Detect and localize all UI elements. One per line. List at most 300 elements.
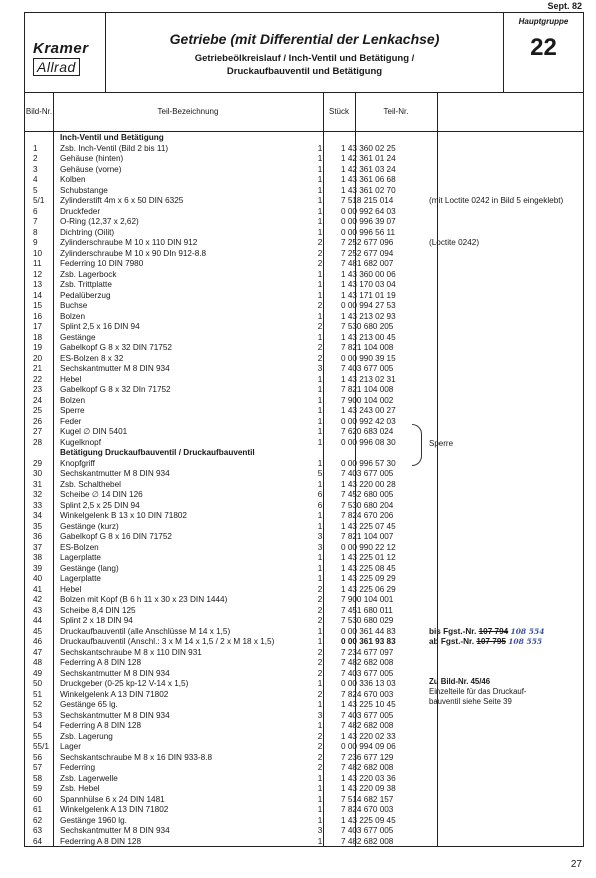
- page-title: Getriebe (mit Differential der Lenkachse): [169, 31, 440, 47]
- sheet-header: [25, 13, 583, 93]
- row-nr: 51: [33, 689, 43, 699]
- table-row: [25, 511, 583, 522]
- row-qty: 2: [317, 595, 323, 604]
- table-row: [25, 816, 583, 827]
- row-name: Zsb. Trittplatte: [60, 280, 112, 289]
- row-part-number: 1 43 220 09 38: [341, 784, 396, 793]
- table-row: [25, 469, 583, 480]
- row-name: Lagerplatte: [60, 553, 101, 562]
- chassis-old-number: 107 794: [478, 626, 509, 636]
- row-part-number: 0 00 994 27 53: [341, 301, 396, 310]
- row-nr: 55/1: [33, 742, 49, 751]
- row-part-number: 1 43 225 08 45: [341, 563, 396, 573]
- row-part-number: 7 252 677 096: [341, 238, 394, 247]
- row-qty: 1: [317, 700, 323, 709]
- table-row: [25, 742, 583, 753]
- row-chassis-remark: [429, 627, 544, 638]
- row-part-number: 1 43 225 01 12: [341, 553, 396, 562]
- row-nr: 63: [33, 826, 43, 835]
- row-name: Lager: [60, 742, 81, 751]
- row-nr: 3: [33, 164, 38, 174]
- table-row: [25, 459, 583, 470]
- table-row: [25, 165, 583, 176]
- row-name: Gehäuse (hinten): [60, 154, 124, 163]
- note-title: Zu Bild-Nr. 45/46: [429, 677, 491, 686]
- row-part-number: 0 00 361 93 83: [341, 637, 396, 646]
- row-nr: 34: [33, 511, 43, 520]
- row-qty: 1: [317, 637, 323, 646]
- table-row: [25, 753, 583, 764]
- row-nr: 8: [33, 227, 38, 237]
- row-nr: 11: [33, 259, 42, 268]
- row-part-number: 0 00 996 08 30: [341, 437, 396, 447]
- row-qty: 1: [317, 563, 323, 573]
- row-nr: 24: [33, 395, 43, 405]
- table-row: [25, 543, 583, 554]
- row-qty: 2: [317, 668, 323, 678]
- row-name: O-Ring (12,37 x 2,62): [60, 217, 139, 226]
- row-nr: 4: [33, 175, 38, 184]
- row-part-number: 7 900 104 001: [341, 595, 394, 604]
- table-row: [25, 175, 583, 186]
- row-qty: 1: [317, 836, 323, 846]
- row-qty: 2: [317, 238, 323, 247]
- row-part-number: 1 43 225 09 45: [341, 815, 396, 825]
- row-part-number: 7 403 677 005: [341, 710, 394, 720]
- row-name: Gestänge: [60, 332, 96, 342]
- row-qty: 1: [317, 679, 323, 688]
- row-qty: 1: [317, 794, 323, 804]
- table-row: [25, 427, 583, 438]
- table-row: [25, 658, 583, 669]
- row-nr: 6: [33, 206, 38, 216]
- table-row: [25, 826, 583, 837]
- row-name: Federring 10 DIN 7980: [60, 259, 144, 268]
- row-qty: 1: [317, 185, 323, 195]
- row-qty: 6: [317, 490, 323, 499]
- table-row: [25, 522, 583, 533]
- date-label: Sept. 82: [547, 1, 582, 11]
- table-row: [25, 480, 583, 491]
- row-name: Splint 2,5 x 25 DIN 94: [60, 500, 140, 510]
- row-part-number: 0 00 996 56 11: [341, 227, 396, 237]
- row-qty: 1: [317, 416, 323, 426]
- row-part-number: 7 821 104 008: [341, 343, 394, 352]
- row-name: Lagerplatte: [60, 574, 101, 583]
- chassis-remark-label: ab Fgst.-Nr.: [429, 637, 475, 646]
- chassis-new-number-handwritten: 108 554: [510, 626, 545, 636]
- row-name: Federring A 8 DIN 128: [60, 836, 142, 846]
- row-qty: 1: [317, 805, 323, 814]
- row-name: Druckaufbauventil (Anschl.: 3 x M 14 x 1,5 / 2 x M 18 x 1,5): [60, 637, 275, 646]
- row-name: Pedalüberzug: [60, 290, 111, 300]
- table-row: [25, 585, 583, 596]
- row-qty: 1: [317, 175, 323, 184]
- row-qty: 1: [317, 217, 323, 226]
- table-row: [25, 774, 583, 785]
- row-nr: 27: [33, 427, 43, 436]
- row-qty: 1: [317, 721, 323, 730]
- row-qty: 1: [317, 784, 323, 793]
- page-subtitle-1: Getriebeölkreislauf / Inch-Ventil und Betätigung /: [194, 53, 415, 64]
- table-row: [25, 217, 583, 228]
- row-name: Zsb. Hebel: [60, 784, 100, 793]
- row-nr: 20: [33, 353, 43, 363]
- row-name: Hebel: [60, 374, 82, 384]
- group-label: Hauptgruppe: [518, 17, 569, 26]
- row-qty: 3: [317, 826, 323, 835]
- row-name: Splint 2,5 x 16 DIN 94: [60, 322, 140, 331]
- table-row: [25, 532, 583, 543]
- row-nr: 36: [33, 532, 43, 541]
- row-name: Sechskantmutter M 8 DIN 934: [60, 668, 170, 678]
- table-row: [25, 291, 583, 302]
- row-qty: 2: [317, 353, 323, 363]
- row-name: Hebel: [60, 584, 82, 594]
- row-name: Bolzen mit Kopf (B 6 h 11 x 30 x 23 DIN 1444): [60, 595, 228, 604]
- table-row: [25, 312, 583, 323]
- row-qty: 1: [317, 269, 323, 279]
- row-qty: 2: [317, 647, 323, 657]
- table-row: [25, 784, 583, 795]
- row-nr: 61: [33, 805, 43, 814]
- row-qty: 1: [317, 206, 323, 216]
- row-name: Sechskantschraube M 8 x 16 DIN 933-8.8: [60, 752, 213, 762]
- row-name: ES-Bolzen 8 x 32: [60, 353, 124, 363]
- row-part-number: 7 236 677 129: [341, 752, 394, 762]
- table-row: [25, 732, 583, 743]
- row-nr: 38: [33, 553, 43, 562]
- row-part-number: 0 00 994 09 06: [341, 742, 396, 751]
- row-qty: 1: [317, 196, 323, 205]
- row-nr: 28: [33, 437, 43, 447]
- row-nr: 59: [33, 784, 43, 793]
- row-nr: 53: [33, 710, 43, 720]
- note-line-1: Einzelteile für das Druckauf-: [429, 687, 527, 696]
- table-row: [25, 763, 583, 774]
- row-remark: (mit Loctite 0242 in Bild 5 eingeklebt): [429, 196, 564, 205]
- row-qty: 1: [317, 553, 323, 562]
- row-name: Sechskantmutter M 8 DIN 934: [60, 469, 170, 478]
- row-nr: 22: [33, 374, 43, 384]
- row-name: Scheibe 8,4 DIN 125: [60, 605, 136, 615]
- row-name: Winkelgelenk B 13 x 10 DIN 71802: [60, 511, 187, 520]
- section-heading: Inch-Ventil und Betätigung: [60, 133, 164, 142]
- table-row: [25, 805, 583, 816]
- table-row: [25, 553, 583, 564]
- row-name: ES-Bolzen: [60, 542, 99, 552]
- row-nr: 18: [33, 332, 43, 342]
- row-qty: 1: [317, 374, 323, 384]
- row-part-number: 1 42 361 03 24: [341, 164, 396, 174]
- row-part-number: 0 00 336 13 03: [341, 679, 396, 688]
- row-nr: 35: [33, 521, 43, 531]
- row-part-number: 0 00 990 39 15: [341, 353, 396, 363]
- table-row: [25, 795, 583, 806]
- row-nr: 32: [33, 490, 43, 499]
- row-part-number: 7 821 104 008: [341, 385, 394, 394]
- row-qty: 2: [317, 763, 323, 772]
- row-nr: 62: [33, 815, 43, 825]
- sperre-brace: [412, 424, 422, 466]
- row-qty: 1: [317, 406, 323, 415]
- row-name: Bolzen: [60, 395, 86, 405]
- row-name: Winkelgelenk A 13 DIN 71802: [60, 689, 169, 699]
- row-name: Gestänge 1960 lg.: [60, 815, 127, 825]
- row-name: Federring A 8 DIN 128: [60, 658, 142, 667]
- row-name: Schubstange: [60, 185, 108, 195]
- row-qty: 3: [317, 542, 323, 552]
- table-row: [25, 595, 583, 606]
- table-row: [25, 606, 583, 617]
- row-qty: 2: [317, 605, 323, 615]
- row-qty: 2: [317, 259, 323, 268]
- row-nr: 41: [33, 584, 43, 594]
- kramer-allrad-logo: [33, 40, 95, 77]
- row-nr: 19: [33, 343, 43, 352]
- table-row: [25, 207, 583, 218]
- row-nr: 2: [33, 154, 38, 163]
- row-name: Bolzen: [60, 311, 86, 321]
- row-qty: 1: [317, 458, 323, 468]
- row-name: Kugelknopf: [60, 437, 101, 447]
- row-name: Sperre: [60, 406, 85, 415]
- row-nr: 31: [33, 479, 43, 489]
- table-row: [25, 259, 583, 270]
- row-qty: 1: [317, 227, 323, 237]
- row-qty: 1: [317, 427, 323, 436]
- row-part-number: 1 43 225 07 45: [341, 521, 396, 531]
- row-name: Gabelkopf G 8 x 32 DIn 71752: [60, 385, 171, 394]
- row-part-number: 7 900 104 002: [341, 395, 394, 405]
- row-qty: 3: [317, 364, 323, 373]
- row-qty: 1: [317, 521, 323, 531]
- table-row: [25, 238, 583, 249]
- row-nr: 7: [33, 217, 38, 226]
- row-name: Zylinderschraube M 10 x 90 DIn 912-8.8: [60, 248, 207, 258]
- table-row: [25, 301, 583, 312]
- logo-box: [25, 13, 106, 92]
- row-part-number: 1 43 361 06 68: [341, 175, 396, 184]
- row-name: Spannhülse 6 x 24 DIN 1481: [60, 794, 165, 804]
- row-name: Federring A 8 DIN 128: [60, 721, 142, 730]
- row-part-number: 7 824 670 003: [341, 805, 394, 814]
- col-header-remarks: [437, 92, 583, 131]
- row-nr: 12: [33, 269, 43, 279]
- row-nr: 1: [33, 143, 38, 153]
- row-part-number: 1 43 243 00 27: [341, 406, 396, 415]
- row-name: Zsb. Lagerbock: [60, 269, 117, 279]
- row-nr: 15: [33, 301, 43, 310]
- row-qty: 2: [317, 322, 323, 331]
- row-name: Druckfeder: [60, 206, 101, 216]
- row-nr: 44: [33, 616, 43, 625]
- table-row: [25, 364, 583, 375]
- row-nr: 5/1: [33, 196, 45, 205]
- row-part-number: 7 481 682 007: [341, 259, 394, 268]
- table-row: [25, 417, 583, 428]
- section-heading-row: [25, 448, 583, 459]
- table-row: [25, 396, 583, 407]
- row-name: Sechskantmutter M 8 DIN 934: [60, 364, 170, 373]
- row-qty: 1: [317, 574, 323, 583]
- table-row: [25, 490, 583, 501]
- row-name: Zsb. Lagerung: [60, 731, 113, 741]
- row-nr: 43: [33, 605, 43, 615]
- row-part-number: 1 43 361 02 70: [341, 185, 396, 195]
- row-nr: 10: [33, 248, 43, 258]
- table-row: [25, 249, 583, 260]
- row-nr: 33: [33, 500, 43, 510]
- row-part-number: 7 530 680 204: [341, 500, 394, 510]
- row-part-number: 1 43 171 01 19: [341, 290, 396, 300]
- row-nr: 52: [33, 700, 43, 709]
- row-nr: 64: [33, 836, 43, 846]
- row-part-number: 7 403 677 005: [341, 469, 394, 478]
- parts-table-body: [25, 133, 583, 847]
- row-nr: 9: [33, 238, 38, 247]
- row-name: Gehäuse (vorne): [60, 164, 122, 174]
- row-qty: 1: [317, 773, 323, 783]
- row-part-number: 7 518 215 014: [341, 196, 394, 205]
- row-nr: 29: [33, 458, 43, 468]
- note-block: [429, 677, 527, 707]
- row-name: Scheibe ∅ 14 DIN 126: [60, 490, 143, 499]
- row-qty: 2: [317, 248, 323, 258]
- parts-list-sheet: [24, 12, 584, 847]
- row-nr: 42: [33, 595, 43, 604]
- group-number: 22: [530, 34, 557, 61]
- row-qty: 1: [317, 511, 323, 520]
- row-name: Zsb. Lagerwelle: [60, 773, 118, 783]
- row-qty: 2: [317, 584, 323, 594]
- row-part-number: 7 530 680 029: [341, 616, 394, 625]
- col-header-name: Teil-Bezeichnung: [53, 92, 324, 131]
- row-part-number: 0 00 996 39 07: [341, 217, 396, 226]
- row-qty: 1: [317, 395, 323, 405]
- table-row: [25, 564, 583, 575]
- row-name: Druckgeber (0-25 kp-12 V-14 x 1,5): [60, 679, 189, 688]
- table-row: [25, 406, 583, 417]
- row-name: Federring: [60, 763, 96, 772]
- table-row: [25, 280, 583, 291]
- row-qty: 2: [317, 689, 323, 699]
- row-nr: 37: [33, 542, 43, 552]
- row-part-number: 7 530 680 205: [341, 322, 394, 331]
- table-row: [25, 354, 583, 365]
- table-row: [25, 637, 583, 648]
- row-nr: 30: [33, 469, 43, 478]
- table-row: [25, 616, 583, 627]
- table-row: [25, 154, 583, 165]
- row-nr: 39: [33, 563, 43, 573]
- row-nr: 48: [33, 658, 43, 667]
- note-line-2: bauventil siehe Seite 39: [429, 697, 512, 706]
- row-qty: 3: [317, 532, 323, 541]
- row-nr: 57: [33, 763, 43, 772]
- row-part-number: 7 452 680 005: [341, 490, 394, 499]
- row-part-number: 0 00 996 57 30: [341, 458, 396, 468]
- row-qty: 2: [317, 658, 323, 667]
- row-part-number: 1 43 213 02 93: [341, 311, 396, 321]
- section-heading-row: [25, 133, 583, 144]
- row-qty: 1: [317, 815, 323, 825]
- table-row: [25, 501, 583, 512]
- col-header-qty: Stück: [323, 92, 356, 131]
- row-qty: 3: [317, 710, 323, 720]
- row-part-number: 1 43 360 02 25: [341, 143, 396, 153]
- row-qty: 1: [317, 479, 323, 489]
- row-part-number: 7 252 677 094: [341, 248, 394, 258]
- row-qty: 1: [317, 311, 323, 321]
- row-nr: 46: [33, 637, 43, 646]
- row-qty: 1: [317, 385, 323, 394]
- row-nr: 40: [33, 574, 43, 583]
- logo-line2: Allrad: [33, 58, 80, 76]
- row-part-number: 7 234 677 097: [341, 647, 394, 657]
- row-name: Feder: [60, 416, 82, 426]
- row-nr: 14: [33, 290, 43, 300]
- table-row: [25, 196, 583, 207]
- row-name: Sechskantschraube M 8 x 110 DIN 931: [60, 647, 202, 657]
- group-box: [503, 13, 583, 92]
- row-name: Gabelkopf G 8 x 32 DIN 71752: [60, 343, 172, 352]
- row-name: Buchse: [60, 301, 88, 310]
- table-row: [25, 837, 583, 848]
- page-number: 27: [570, 859, 582, 870]
- row-qty: 5: [317, 469, 323, 478]
- row-name: Sechskantmutter M 8 DIN 934: [60, 826, 170, 835]
- page-subtitle-2: Druckaufbauventil und Betätigung: [226, 66, 383, 77]
- row-name: Gestänge 65 lg.: [60, 700, 118, 709]
- row-part-number: 7 821 104 007: [341, 532, 394, 541]
- table-row: [25, 228, 583, 239]
- row-name: Gestänge (kurz): [60, 521, 119, 531]
- row-name: Splint 2 x 18 DIN 94: [60, 616, 133, 625]
- row-qty: 2: [317, 742, 323, 751]
- row-part-number: 7 620 683 024: [341, 427, 394, 436]
- row-part-number: 1 43 220 03 36: [341, 773, 396, 783]
- column-header-row: [25, 92, 583, 132]
- row-qty: 1: [317, 143, 323, 153]
- row-qty: 2: [317, 616, 323, 625]
- row-part-number: 1 43 225 09 29: [341, 574, 396, 583]
- row-part-number: 7 514 682 157: [341, 794, 394, 804]
- row-name: Druckaufbauventil (alle Anschlüsse M 14 x 1,5): [60, 626, 231, 636]
- row-nr: 26: [33, 416, 43, 426]
- table-row: [25, 385, 583, 396]
- logo-line1: Kramer: [33, 40, 89, 57]
- row-nr: 5: [33, 185, 38, 195]
- col-header-nr: Bild-Nr.: [25, 92, 54, 131]
- table-row: [25, 144, 583, 155]
- row-part-number: 0 00 361 44 83: [341, 626, 396, 636]
- row-part-number: 0 00 992 64 03: [341, 206, 396, 216]
- row-part-number: 1 43 225 06 29: [341, 584, 396, 594]
- table-row: [25, 270, 583, 281]
- row-nr: 21: [33, 364, 43, 373]
- row-part-number: 7 482 682 008: [341, 658, 394, 667]
- table-row: [25, 333, 583, 344]
- table-row: [25, 375, 583, 386]
- section-heading: Betätigung Druckaufbauventil / Druckaufbauventil: [60, 448, 255, 457]
- table-row: [25, 438, 583, 449]
- row-qty: 1: [317, 437, 323, 447]
- row-part-number: 7 824 670 206: [341, 511, 394, 520]
- row-qty: 1: [317, 154, 323, 163]
- row-part-number: 1 43 360 00 06: [341, 269, 396, 279]
- row-part-number: 7 482 682 008: [341, 763, 394, 772]
